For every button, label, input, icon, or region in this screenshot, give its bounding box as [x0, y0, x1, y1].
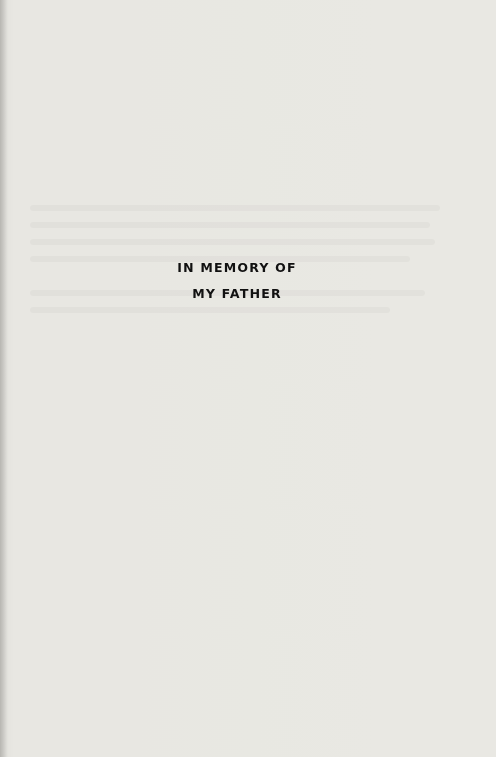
page-gutter-shadow: [0, 0, 8, 757]
bleed-through-line: [30, 222, 430, 228]
dedication-line-2: MY FATHER: [192, 286, 282, 301]
dedication-line-1: IN MEMORY OF: [177, 260, 297, 275]
dedication: [0, 260, 474, 312]
bleed-through-line: [30, 205, 440, 211]
bleed-through-line: [30, 239, 435, 245]
